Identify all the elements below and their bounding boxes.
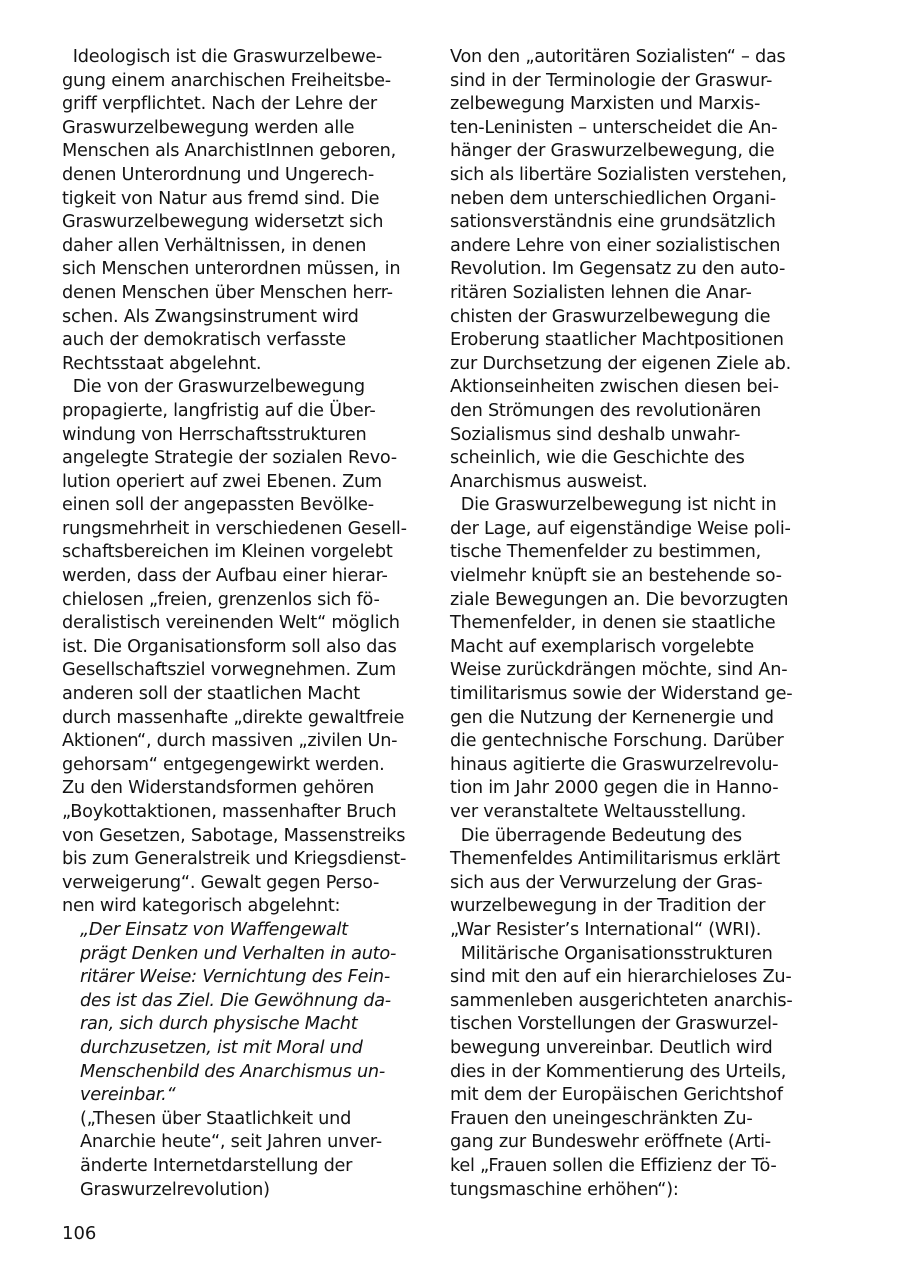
source-line: Graswurzelrevolution) — [80, 1179, 270, 1200]
text-line: chisten der Graswurzelbewegung die — [450, 306, 771, 327]
source-line: änderte Internetdarstellung der — [80, 1155, 353, 1176]
text-line: auch der demokratisch verfasste — [62, 330, 346, 351]
text-line: daher allen Verhältnissen, in denen — [62, 235, 367, 256]
text-line: neben dem unterschiedlichen Organi- — [450, 188, 776, 209]
text-line: den Strömungen des revolutionären — [450, 400, 761, 421]
text-line: Weise zurückdrängen möchte, sind An- — [450, 660, 788, 681]
text-line: die gentechnische Forschung. Darüber — [450, 731, 784, 752]
text-line: werden, dass der Aufbau einer hierar- — [62, 566, 388, 587]
text-line: Themenfeldes Antimilitarismus erklärt — [450, 849, 780, 870]
text-line: tigkeit von Natur aus fremd sind. Die — [62, 188, 380, 209]
text-line: propagierte, langfristig auf die Über- — [62, 400, 376, 421]
text-line: Die Graswurzelbewegung ist nicht in — [450, 495, 777, 516]
text-line: mit dem der Europäischen Gerichtshof — [450, 1085, 783, 1106]
text-line: Themenfelder, in denen sie staatliche — [450, 613, 776, 634]
text-line: schen. Als Zwangsinstrument wird — [62, 306, 359, 327]
text-line: ver veranstaltete Weltausstellung. — [450, 802, 747, 822]
right-column — [450, 46, 802, 1202]
text-line: Die überragende Bedeutung des — [450, 825, 742, 846]
text-line: Anarchismus ausweist. — [450, 471, 648, 492]
paragraph-authoritarian-socialists — [450, 46, 802, 494]
text-line: anderen soll der staatlichen Macht — [62, 684, 360, 705]
text-line: kel „Frauen sollen die Effizienz der Tö- — [450, 1155, 777, 1176]
text-line: Graswurzelbewegung widersetzt sich — [62, 212, 384, 233]
source-line: („Thesen über Staatlichkeit und — [80, 1108, 352, 1129]
paragraph-strategy — [62, 376, 414, 919]
quote-line: ran, sich durch physische Macht — [80, 1014, 358, 1035]
source-line: Anarchie heute“, seit Jahren unver- — [80, 1132, 382, 1153]
text-line: schaftsbereichen im Kleinen vorgelebt — [62, 542, 393, 563]
text-line: „Boykottaktionen, massenhafter Bruch — [62, 802, 397, 822]
text-line: Aktionseinheiten zwischen diesen bei- — [450, 377, 779, 398]
text-line: durch massenhafte „direkte gewaltfreie — [62, 707, 405, 728]
text-line: bis zum Generalstreik und Kriegsdienst- — [62, 849, 407, 870]
paragraph-ideology — [62, 46, 414, 376]
text-line: sich Menschen unterordnen müssen, in — [62, 259, 401, 280]
text-line: rungsmehrheit in verschiedenen Gesell- — [62, 518, 407, 539]
text-line: Frauen den uneingeschränkten Zu- — [450, 1108, 753, 1129]
text-line: tion im Jahr 2000 gegen die in Hanno- — [450, 778, 779, 799]
text-line: Gesellschaftsziel vorwegnehmen. Zum — [62, 660, 396, 681]
quote-line: vereinbar.“ — [80, 1085, 176, 1106]
paragraph-themes — [450, 494, 802, 824]
text-line: bewegung unvereinbar. Deutlich wird — [450, 1037, 773, 1058]
text-line: Zu den Widerstandsformen gehören — [62, 778, 374, 799]
text-line: sind in der Terminologie der Graswur- — [450, 70, 773, 91]
text-line: lution operiert auf zwei Ebenen. Zum — [62, 471, 382, 492]
text-line: ist. Die Organisationsform soll also das — [62, 636, 397, 657]
text-line: einen soll der angepassten Bevölke- — [62, 495, 374, 516]
text-line: Von den „autoritären Sozialisten“ – das — [450, 47, 786, 67]
quote-source — [62, 1108, 414, 1202]
text-line: ritären Sozialisten lehnen die Anar- — [450, 282, 752, 303]
text-line: gehorsam“ entgegengewirkt werden. — [62, 754, 385, 775]
text-line: Rechtsstaat abgelehnt. — [62, 353, 262, 374]
quote-line: durchzusetzen, ist mit Moral und — [80, 1037, 363, 1058]
text-line: Eroberung staatlicher Machtpositionen — [450, 330, 784, 351]
text-line: vielmehr knüpft sie an bestehende so- — [450, 566, 782, 587]
text-line: sationsverständnis eine grundsätzlich — [450, 212, 776, 233]
text-line: dies in der Kommentierung des Urteils, — [450, 1061, 787, 1082]
page-number: 106 — [62, 1223, 97, 1244]
paragraph-antimilitarism — [450, 825, 802, 943]
text-line: zur Durchsetzung der eigenen Ziele ab. — [450, 353, 791, 374]
text-line: Revolution. Im Gegensatz zu den auto- — [450, 259, 786, 280]
text-line: denen Unterordnung und Ungerech- — [62, 164, 374, 185]
text-line: deralistisch vereinenden Welt“ möglich — [62, 613, 400, 634]
text-line: Sozialismus sind deshalb unwahr- — [450, 424, 741, 445]
text-line: chielosen „freien, grenzenlos sich fö- — [62, 589, 380, 610]
text-line: zelbewegung Marxisten und Marxis- — [450, 94, 761, 115]
text-line: tischen Vorstellungen der Graswurzel- — [450, 1014, 778, 1035]
text-line: hinaus agitierte die Graswurzelrevolu- — [450, 754, 779, 775]
text-line: windung von Herrschaftsstrukturen — [62, 424, 367, 445]
text-line: Graswurzelbewegung werden alle — [62, 117, 355, 138]
quote-line: Menschenbild des Anarchismus un- — [80, 1061, 386, 1082]
text-line: verweigerung“. Gewalt gegen Perso- — [62, 872, 380, 893]
text-line: scheinlich, wie die Geschichte des — [450, 448, 745, 469]
text-line: gang zur Bundeswehr eröffnete (Arti- — [450, 1132, 771, 1153]
paragraph-military-structures — [450, 943, 802, 1203]
text-line: Die von der Graswurzelbewegung — [62, 377, 365, 398]
text-line: wurzelbewegung in der Tradition der — [450, 896, 766, 917]
text-line: sind mit den auf ein hierarchieloses Zu- — [450, 967, 792, 988]
text-line: „War Resister’s International“ (WRI). — [450, 919, 762, 940]
text-line: von Gesetzen, Sabotage, Massenstreiks — [62, 825, 406, 846]
text-line: tungsmaschine erhöhen“): — [450, 1179, 679, 1200]
text-line: Menschen als AnarchistInnen geboren, — [62, 141, 396, 162]
text-line: timilitarismus sowie der Widerstand ge- — [450, 684, 793, 705]
text-line: gung einem anarchischen Freiheitsbe- — [62, 70, 391, 91]
quote-line: des ist das Ziel. Die Gewöhnung da- — [80, 990, 391, 1011]
text-line: andere Lehre von einer sozialistischen — [450, 235, 781, 256]
text-line: Militärische Organisationsstrukturen — [450, 943, 773, 964]
text-line: gen die Nutzung der Kernenergie und — [450, 707, 774, 728]
text-line: ten-Leninisten – unterscheidet die An- — [450, 117, 778, 138]
text-line: sich aus der Verwurzelung der Gras- — [450, 872, 763, 893]
text-line: denen Menschen über Menschen herr- — [62, 282, 393, 303]
text-line: Macht auf exemplarisch vorgelebte — [450, 636, 754, 657]
quote-line: prägt Denken und Verhalten in auto- — [80, 943, 397, 964]
quote-line: „Der Einsatz von Waffengewalt — [80, 919, 348, 940]
left-column — [62, 46, 414, 1202]
text-line: tische Themenfelder zu bestimmen, — [450, 542, 761, 563]
quote-line: ritärer Weise: Vernichtung des Fein- — [80, 967, 390, 988]
text-line: hänger der Graswurzelbewegung, die — [450, 141, 775, 162]
text-line: Ideologisch ist die Graswurzelbewe- — [62, 47, 383, 67]
text-line: griff verpflichtet. Nach der Lehre der — [62, 94, 377, 115]
text-line: sammenleben ausgerichteten anarchis- — [450, 990, 793, 1011]
text-line: angelegte Strategie der sozialen Revo- — [62, 448, 397, 469]
text-line: sich als libertäre Sozialisten verstehen, — [450, 164, 787, 185]
text-line: der Lage, auf eigenständige Weise poli- — [450, 518, 791, 539]
text-line: Aktionen“, durch massiven „zivilen Un- — [62, 731, 398, 752]
text-line: nen wird kategorisch abgelehnt: — [62, 896, 341, 917]
block-quote — [62, 919, 414, 1108]
text-line: ziale Bewegungen an. Die bevorzugten — [450, 589, 789, 610]
